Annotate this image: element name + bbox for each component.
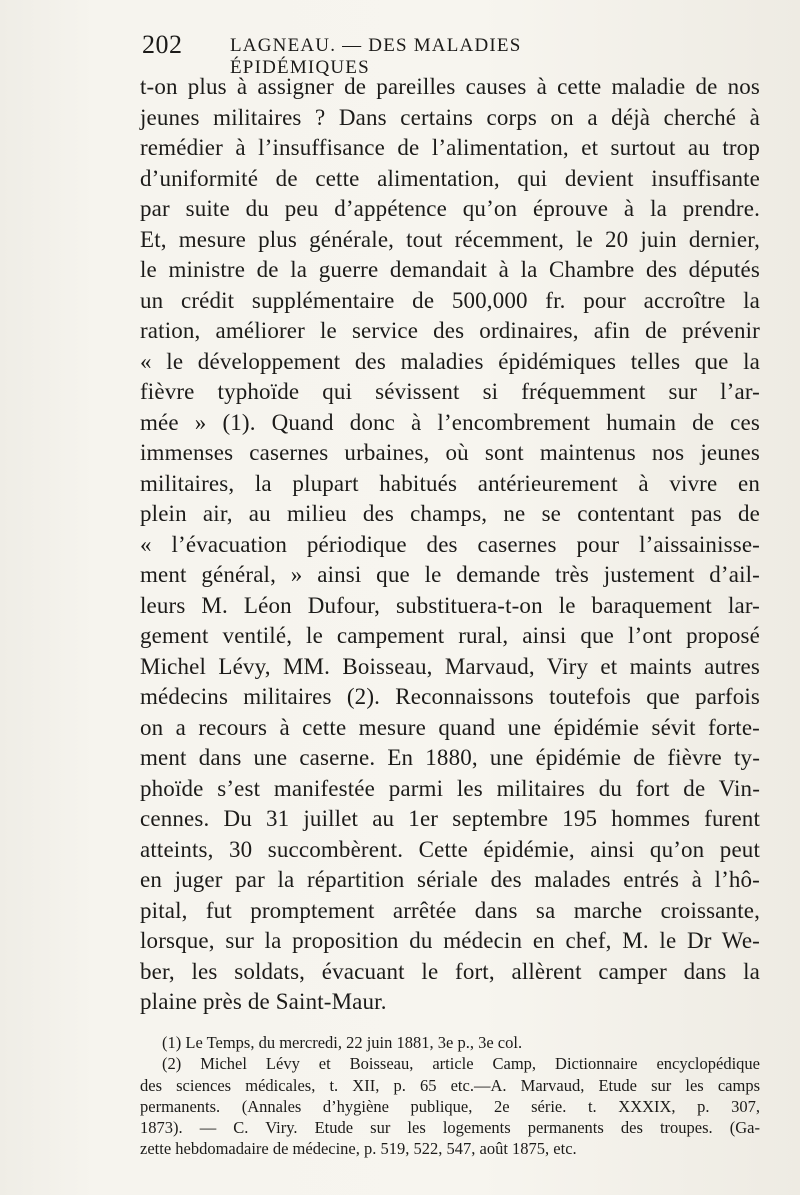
text-line: fièvre typhoïde qui sévissent si fréquemment sur l’ar- <box>140 379 760 404</box>
text-line: ration, améliorer le service des ordinaires, afin de prévenir <box>140 318 760 343</box>
text-line: on a recours à cette mesure quand une épidémie sévit forte- <box>140 714 760 740</box>
text-line: un crédit supplémentaire de 500,000 fr. pour accroître la <box>140 287 760 313</box>
text-line: atteints, 30 succombèrent. Cette épidémie, ainsi qu’on peut <box>140 836 760 862</box>
text-line: « le développement des maladies épidémiques telles que la <box>140 348 760 374</box>
text-line: médecins militaires (2). Reconnaissons toutefois que parfois <box>140 684 760 709</box>
text-line: d’uniformité de cette alimentation, qui devient insuffisante <box>140 165 760 191</box>
text-line: immenses casernes urbaines, où sont maintenus nos jeunes <box>140 440 760 465</box>
text-line: ber, les soldats, évacuant le fort, allèrent camper dans la <box>140 958 760 984</box>
text-line: gement ventilé, le campement rural, ainsi que l’ont proposé <box>140 623 760 648</box>
text-line: plaine près de Saint-Maur. <box>140 989 387 1014</box>
footnote-line: permanents. (Annales d’hygiène publique, 2e série. t. XXXIX, p. 307, <box>140 1096 760 1116</box>
text-line: ment général, » ainsi que le demande très justement d’ail- <box>140 562 760 587</box>
footnote-line: (2) Michel Lévy et Boisseau, article Camp, Dictionnaire encyclopédique <box>162 1054 760 1074</box>
text-line: lorsque, sur la proposition du médecin en chef, M. le Dr We- <box>140 928 760 953</box>
text-line: en juger par la répartition sériale des malades entrés à l’hô- <box>140 867 760 892</box>
footnote-line: des sciences médicales, t. XII, p. 65 etc.—A. Marvaud, Etude sur les camps <box>140 1075 760 1095</box>
body-text <box>140 72 760 1018</box>
text-line: militaires, la plupart habitués antérieurement à vivre en <box>140 470 760 496</box>
footnotes <box>140 1032 760 1160</box>
text-line: t-on plus à assigner de pareilles causes à cette maladie de nos <box>140 74 760 99</box>
text-line: ment dans une caserne. En 1880, une épidémie de fièvre ty- <box>140 745 760 770</box>
text-line: le ministre de la guerre demandait à la Chambre des députés <box>140 257 760 282</box>
text-line: par suite du peu d’appétence qu’on éprouve à la prendre. <box>140 196 760 221</box>
text-line: « l’évacuation périodique des casernes pour l’aissainisse- <box>140 531 760 557</box>
text-line: Michel Lévy, MM. Boisseau, Marvaud, Viry et maints autres <box>140 653 760 679</box>
text-line: Et, mesure plus générale, tout récemment, le 20 juin dernier, <box>140 226 760 252</box>
page-number: 202 <box>142 30 183 59</box>
text-line: remédier à l’insuffisance de l’alimentation, et surtout au trop <box>140 135 760 160</box>
running-title: LAGNEAU. — DES MALADIES ÉPIDÉMIQUES <box>230 35 522 78</box>
text-line: plein air, au milieu des champs, ne se contentant pas de <box>140 501 760 526</box>
text-line: pital, fut promptement arrêtée dans sa marche croissante, <box>140 897 760 923</box>
text-line: mée » (1). Quand donc à l’encombrement humain de ces <box>140 409 760 435</box>
footnote-line: zette hebdomadaire de médecine, p. 519, 522, 547, août 1875, etc. <box>140 1139 577 1159</box>
text-line: leurs M. Léon Dufour, substituera-t-on le baraquement lar- <box>140 592 760 618</box>
page-header <box>142 30 662 78</box>
text-line: phoïde s’est manifestée parmi les militaires du fort de Vin- <box>140 775 760 801</box>
footnote-line: 1873). — C. Viry. Etude sur les logements permanents des troupes. (Ga- <box>140 1118 760 1138</box>
text-line: cennes. Du 31 juillet au 1er septembre 195 hommes furent <box>140 806 760 831</box>
text-line: jeunes militaires ? Dans certains corps on a déjà cherché à <box>140 104 760 130</box>
footnote-line: (1) Le Temps, du mercredi, 22 juin 1881, 3e p., 3e col. <box>162 1033 523 1052</box>
